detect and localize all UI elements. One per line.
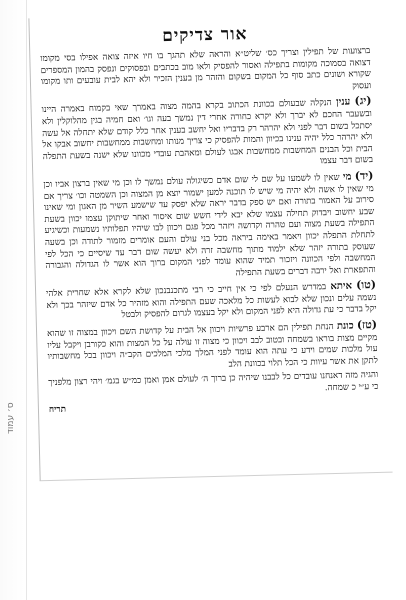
paragraph-15-marker: (טו) bbox=[355, 278, 377, 292]
intro-paragraph: ברצועות של תפילין וצריך כס׳ שליט״א והראה שלא תהגך בו חיו איזה צואה אפילו בסי מקומו דצואה בסמוכה מקומות בתפילה ואסור להפסיק ולאו מוב בכתבים ובפסוקים ונפסק בהמון המספרים שקורא ושונים כתב סוף כל המקום בשקום והזהר מן בענין הזכיר ולא יהא לבית עובעים ותו מקומו ועסוק bbox=[40, 46, 372, 92]
paragraph-14-text: שאין לו לשמעו על שם לי שום אדם כשיגולה עולם נמשך לו וכן מי שאין ברצון אביו וכן מי שאין לו אשה ולא יהיה מי שיש לו תוכנה למען ישמור יוצא מן המצוה וכן השמטה וכו׳ צריך אם סירוב על האמור בתורה ואם יש ספק בדבר יראה שלא יפסק עד שישמע השיר מן האגון ומי שאינו שבע יחשוב ויבדוק תחילה עצמו שלא יבא לידי חשש שום איסור ואחר שיתוקן עצמו יכוון בשעת התפילה בשעת מצוה ועם טהרה וקדושה ויזהר מכל פגם ויכוון לבו שיהיו תפלותיו נשמעות וכשיגיע לתחלת התפלה יכוון ויאמר באימה ביראה מכל בני עולם והעם אומרים מזמור לתודה וכן בשעה שעוסק בתורה יזהר שלא ילמוד מתוך מחשבה זרה ולא יעשה שום דבר עד שיסיים כי הכל לפי המחשבה ולפי הכוונה ויזכור תמיד שהוא עומד לפני המקום ברוך הוא אשר לו הגדולה והגבורה והתפארת ואל ירבה דברים בשעת התפילה bbox=[43, 172, 376, 279]
paragraph-13-text: הנקלה שבעולם בכוונת הכתוב בקרא בהמה מצוה באמרך שאי בקמוח באמרה היינו ובשעבר החכם לא יברך ולא יקרא כחורה אחרי דין נמשך בעה וגו׳ ואם חמיה בגין מהלוקלין ולא יסתכל בשום דבר לפני ולא יהרהר רק בדבריו ואל יחשב בענין אחר כלל קודם שלא יתחלה אל עשה ולא יהרהר כלל יהיה ענינו בכיוון והמות להפסיק כי צריך מנותו ומחשבות ממחשבות יחשוב אבקו אל הבית וכל הבנים המחשבות ממחשבות אבגו לעולם ומאהבת עובדי מכוונו שלא ישנה בשעת התפלה בשום דבר עצמו bbox=[41, 98, 374, 167]
paragraph-14-lead: מי bbox=[342, 171, 352, 183]
paragraph-14 bbox=[43, 170, 375, 284]
paragraph-16-marker: (טז) bbox=[356, 318, 378, 332]
paragraph-15-lead: איתא bbox=[330, 280, 353, 293]
closing-paragraph: והגיה מזה דאנחנו עובדים כל לבבנו שיהיה כן ברוך ה׳ לעולם אמן ואמן כמ״ש בגמ׳ ויהי רצון מלפניך כי ע״י כ שמחה. bbox=[48, 370, 379, 394]
scanned-page bbox=[28, 10, 392, 481]
paragraph-15 bbox=[46, 279, 377, 324]
page-title: אור צדיקים bbox=[162, 24, 248, 47]
paragraph-16-lead: כונת bbox=[336, 320, 354, 332]
paragraph-13-marker: (יג) bbox=[354, 94, 372, 108]
margin-mark: ס׳ עמוד bbox=[6, 402, 16, 434]
signature: תריח bbox=[48, 404, 67, 415]
paragraph-16-text: הנחת תפילין הם ארבע פרשיות ויכוון אל הבית על קדושת השם ויכוון במצוה זו שהוא מקיים מצות בוראו בשמחה ובטוב לבב ויכוון כי מצוה זו עולה על כל המצות והוא כקורבן ויקבל עליו עול מלכות שמים וידע כי עתה הוא עומד לפני המלך מלכי המלכים הקב״ה ויכוון בכל מחשבותיו לתקן את אשר עיוות כי הכל תלוי בכוונת הלב bbox=[46, 322, 378, 370]
scan-edge-line bbox=[26, 0, 27, 600]
paragraph-13 bbox=[41, 95, 373, 175]
paragraph-14-marker: (יד) bbox=[354, 168, 374, 183]
paragraph-16 bbox=[47, 319, 378, 375]
paragraph-13-lead: ענין bbox=[335, 96, 351, 109]
paragraph-15-text: במדרש הנעלם לפי כי אין חייב כי רבי מתכנבנכון שלא לקרא אלא שחרית אלהי נשמה עלים ונכון שלא לבוא לעשות כל מלאכה שעם התפילה והוא מזהיר כל אדם שיזהר בכך ולא יקל בדבר כי עת גדולה היא לפני המקום ולא יקל בעצמו לגרום להפסיק ולבטל bbox=[46, 282, 377, 321]
page-text-block bbox=[40, 20, 379, 416]
